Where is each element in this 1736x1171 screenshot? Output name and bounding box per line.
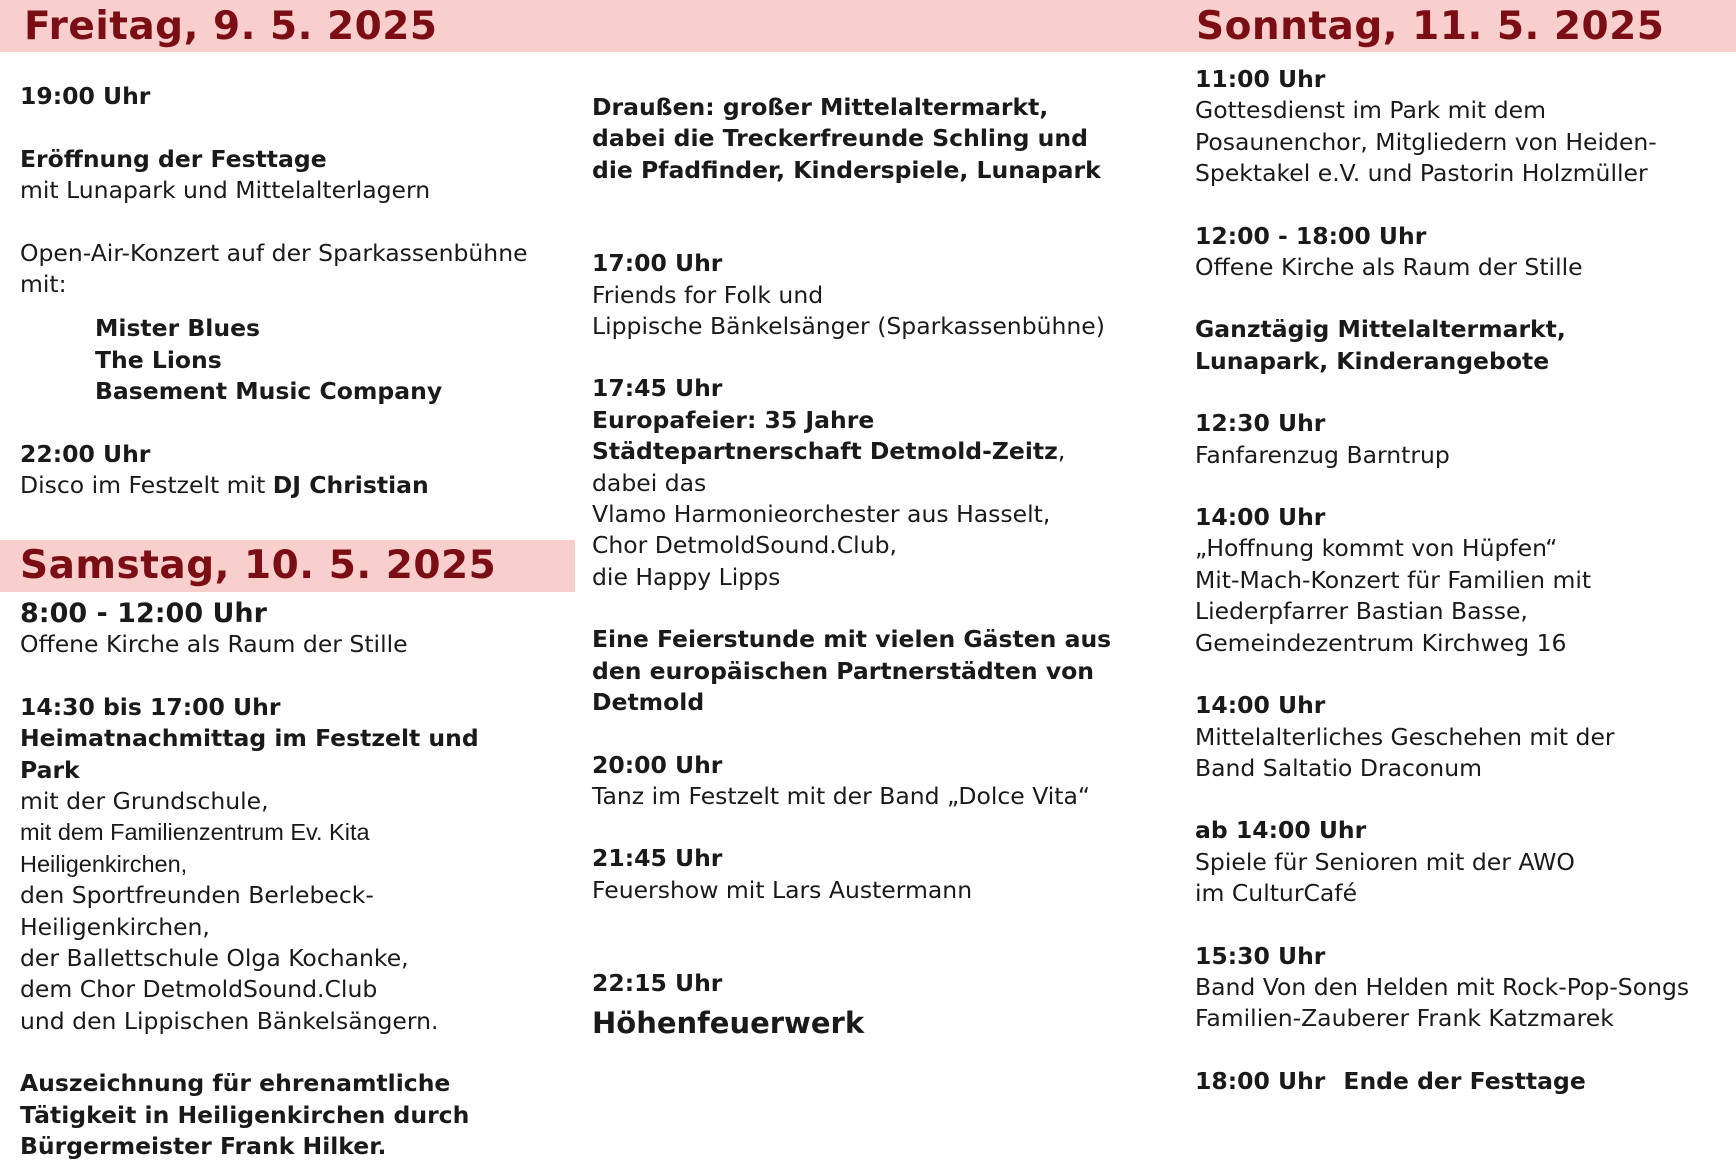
- event-saturday-church: [20, 598, 560, 661]
- band-name: The Lions: [95, 345, 222, 374]
- event-time: 18:00 Uhr: [1195, 1066, 1326, 1095]
- event-time: 12:30 Uhr: [1195, 409, 1326, 438]
- event-text: Gottesdienst im Park mit dem: [1195, 96, 1546, 125]
- event-text: Band Von den Helden mit Rock-Pop-Songs: [1195, 972, 1690, 1001]
- outside-line: Draußen: großer Mittelaltermarkt,: [592, 93, 1049, 121]
- event-text: Open-Air-Konzert auf der Sparkassenbühne: [20, 238, 528, 267]
- event-title: Eröffnung der Festtage: [20, 144, 327, 173]
- day-title-sunday: Sonntag, 11. 5. 2025: [1196, 4, 1665, 49]
- event-saturday-europe: [592, 373, 1152, 593]
- event-saturday-fireshow: [592, 843, 1152, 906]
- event-title: Städtepartnerschaft Detmold-Zeitz: [592, 437, 1058, 466]
- band-name: Mister Blues: [95, 314, 260, 343]
- event-text: dabei das: [592, 468, 707, 497]
- event-title-line: [592, 436, 1152, 467]
- event-text: Offene Kirche als Raum der Stille: [1195, 253, 1583, 282]
- event-text: und den Lippischen Bänkelsängern.: [20, 1006, 439, 1035]
- event-sunday-end: [1195, 1066, 1735, 1097]
- event-time: 22:00 Uhr: [20, 439, 151, 468]
- event-saturday-feier: [592, 624, 1152, 718]
- day-title-saturday: Samstag, 10. 5. 2025: [20, 543, 497, 588]
- event-text: Familien-Zauberer Frank Katzmarek: [1195, 1004, 1614, 1033]
- event-saturday-outside: [592, 92, 1152, 186]
- event-sunday-fanfare: [1195, 408, 1735, 471]
- event-text: Gemeindezentrum Kirchweg 16: [1195, 628, 1567, 657]
- event-time: 19:00 Uhr: [20, 82, 151, 110]
- event-text: Tanz im Festzelt mit der Band „Dolce Vita“: [592, 781, 1091, 810]
- outside-line: dabei die Treckerfreunde Schling und: [592, 124, 1088, 153]
- event-text: dem Chor DetmoldSound.Club: [20, 975, 378, 1004]
- event-sunday-band: [1195, 941, 1735, 1035]
- event-text: im CulturCafé: [1195, 879, 1358, 908]
- band-list: [20, 313, 560, 407]
- event-time: 17:00 Uhr: [592, 249, 723, 278]
- saturday-column-left: [20, 598, 560, 1163]
- sunday-column: [1195, 64, 1735, 1097]
- event-text: den Sportfreunden Berlebeck-: [20, 881, 374, 910]
- event-text: Heiligenkirchen,: [20, 850, 188, 877]
- event-title: Europafeier: 35 Jahre: [592, 405, 875, 434]
- feier-line: Detmold: [592, 688, 705, 717]
- event-text: Spektakel e.V. und Pastorin Holzmüller: [1195, 159, 1648, 188]
- event-saturday-fireworks: [592, 968, 1152, 1039]
- event-time: 17:45 Uhr: [592, 374, 723, 403]
- event-text: [20, 470, 560, 501]
- event-sunday-church: [1195, 221, 1735, 284]
- event-text: Liederpfarrer Bastian Basse,: [1195, 597, 1528, 626]
- event-text: Lippische Bänkelsänger (Sparkassenbühne): [592, 312, 1105, 341]
- event-text: Posaunenchor, Mitgliedern von Heiden-: [1195, 127, 1657, 156]
- spacer: [20, 112, 560, 143]
- award-line: Tätigkeit in Heiligenkirchen durch: [20, 1100, 470, 1129]
- outside-line: die Pfadfinder, Kinderspiele, Lunapark: [592, 155, 1101, 184]
- event-text: die Happy Lipps: [592, 562, 781, 591]
- event-time: 14:00 Uhr: [1195, 503, 1326, 532]
- event-time: 20:00 Uhr: [592, 750, 723, 779]
- event-text: „Hoffnung kommt von Hüpfen“: [1195, 534, 1558, 563]
- event-text: Vlamo Harmonieorchester aus Hasselt,: [592, 500, 1051, 529]
- event-text: Friends for Folk und: [592, 280, 824, 309]
- feier-line: Eine Feierstunde mit vielen Gästen aus: [592, 625, 1112, 654]
- saturday-column-middle: [592, 92, 1152, 1039]
- day-title-friday: Freitag, 9. 5. 2025: [24, 4, 438, 49]
- event-saturday-dance: [592, 750, 1152, 813]
- event-time: ab 14:00 Uhr: [1195, 816, 1367, 845]
- event-time: 8:00 - 12:00 Uhr: [20, 598, 267, 629]
- friday-column: [20, 81, 560, 501]
- event-sunday-seniors: [1195, 815, 1735, 909]
- event-text: mit dem Familienzentrum Ev. Kita: [20, 819, 370, 846]
- band-name: Basement Music Company: [95, 377, 443, 406]
- event-text: Heiligenkirchen,: [20, 912, 210, 941]
- event-title-suffix: ,: [1057, 437, 1066, 466]
- event-time: 11:00 Uhr: [1195, 65, 1326, 93]
- event-time: 14:30 bis 17:00 Uhr: [20, 692, 281, 721]
- feier-line: den europäischen Partnerstädten von: [592, 656, 1095, 685]
- event-text: Mit-Mach-Konzert für Familien mit: [1195, 565, 1592, 594]
- event-title: Höhenfeuerwerk: [592, 1005, 865, 1040]
- event-text: Band Saltatio Draconum: [1195, 753, 1482, 782]
- event-time: 14:00 Uhr: [1195, 691, 1326, 720]
- end-line: [1195, 1066, 1735, 1097]
- event-sunday-allday: [1195, 314, 1735, 377]
- event-saturday-folk: [592, 248, 1152, 342]
- event-time: 21:45 Uhr: [592, 844, 723, 873]
- award-line: Auszeichnung für ehrenamtliche: [20, 1069, 451, 1098]
- event-title: Heimatnachmittag im Festzelt und: [20, 724, 479, 753]
- event-time: 22:15 Uhr: [592, 969, 723, 998]
- event-text: Offene Kirche als Raum der Stille: [20, 630, 408, 659]
- event-sunday-concert: [1195, 502, 1735, 659]
- disco-dj: DJ Christian: [272, 471, 429, 500]
- event-text: der Ballettschule Olga Kochanke,: [20, 944, 409, 973]
- event-text: Chor DetmoldSound.Club,: [592, 531, 897, 560]
- disco-text: Disco im Festzelt mit: [20, 471, 273, 500]
- event-time: 12:00 - 18:00 Uhr: [1195, 221, 1427, 250]
- event-text: Spiele für Senioren mit der AWO: [1195, 847, 1575, 876]
- event-text: mit der Grundschule,: [20, 787, 269, 816]
- event-friday-opening: [20, 81, 560, 207]
- event-saturday-heimat: [20, 692, 560, 1037]
- event-friday-disco: [20, 439, 560, 502]
- event-saturday-award: [20, 1068, 560, 1162]
- event-title: Ende der Festtage: [1343, 1066, 1586, 1095]
- event-text: mit Lunapark und Mittelalterlagern: [20, 176, 431, 205]
- event-text: Feuershow mit Lars Austermann: [592, 875, 973, 904]
- event-time: 15:30 Uhr: [1195, 941, 1326, 970]
- event-text: mit:: [20, 270, 67, 299]
- allday-line: Lunapark, Kinderangebote: [1195, 346, 1550, 375]
- event-title: Park: [20, 755, 80, 784]
- event-sunday-medieval: [1195, 690, 1735, 784]
- allday-line: Ganztägig Mittelaltermarkt,: [1195, 315, 1566, 344]
- award-line: Bürgermeister Frank Hilker.: [20, 1132, 387, 1161]
- event-text: Fanfarenzug Barntrup: [1195, 440, 1450, 469]
- event-sunday-service: [1195, 64, 1735, 190]
- event-text: Mittelalterliches Geschehen mit der: [1195, 722, 1615, 751]
- event-friday-concert: [20, 238, 560, 408]
